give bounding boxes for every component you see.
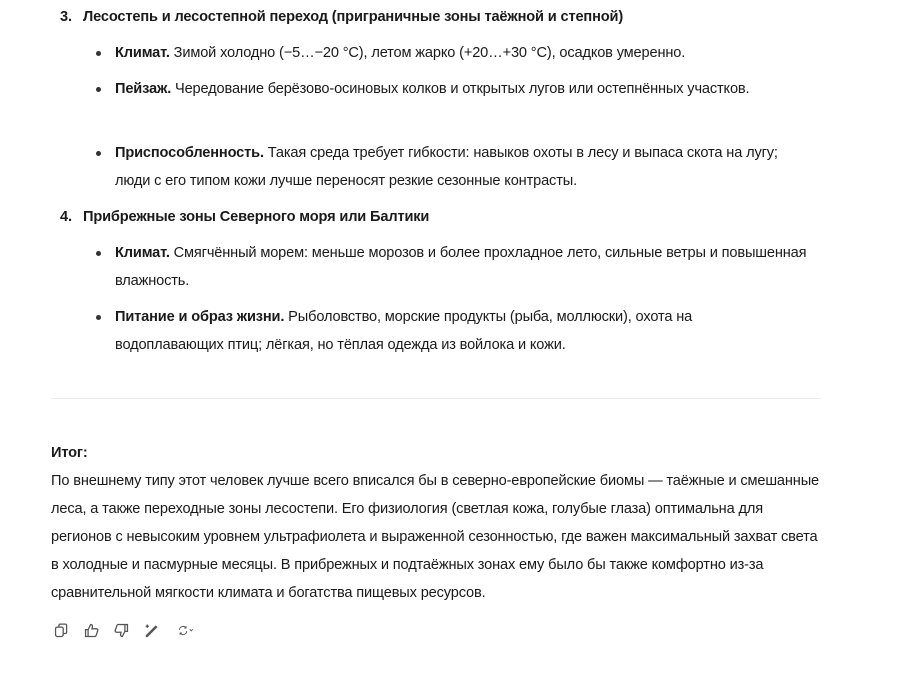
bullet-text: Пейзаж. Чередование берёзово-осиновых колков и открытых лугов или остепнённых участков.	[115, 81, 750, 97]
thumbs-up-icon[interactable]	[81, 620, 101, 640]
regenerate-icon[interactable]	[171, 620, 199, 640]
bullet-text: Климат. Смягчённый морем: меньше морозов и более прохладное лето, сильные ветры и повышенная влажность.	[115, 245, 807, 289]
bullet-icon	[96, 87, 101, 92]
bullet-text: Приспособленность. Такая среда требует гибкости: навыков охоты в лесу и выпаса скота на лугу; люди с его типом кожи лучше переносят резкие сезонные контрасты.	[115, 145, 778, 189]
thumbs-down-icon[interactable]	[111, 620, 131, 640]
bullet-text: Климат. Зимой холодно (−5…−20 °C), летом жарко (+20…+30 °C), осадков умеренно.	[115, 45, 686, 61]
divider	[51, 398, 821, 399]
item-number: 3.	[60, 9, 72, 25]
bullet-icon	[96, 51, 101, 56]
bullet-icon	[96, 151, 101, 156]
edit-sparkle-icon[interactable]	[141, 620, 161, 640]
message-actions	[51, 620, 199, 640]
bullet-icon	[96, 251, 101, 256]
bullet-icon	[96, 315, 101, 320]
item-title: Прибрежные зоны Северного моря или Балтики	[83, 209, 430, 225]
bullet-text: Питание и образ жизни. Рыболовство, морские продукты (рыба, моллюски), охота на водоплавающих птиц; лёгкая, но тёплая одежда из войлока и кожи.	[115, 309, 693, 353]
summary-heading: Итог:	[51, 445, 88, 461]
summary-text: По внешнему типу этот человек лучше всего вписался бы в северно-европейские биомы — таёжные и смешанные леса, а также переходные зоны лесостепи. Его физиология (светлая кожа, голубые глаза) оптимальна для регионов с невысоким уровнем ультрафиолета и выраженной сезонностью, где важен максимальный захват света в холодные и пасмурные месяцы. В прибрежных и подтаёжных зонах ему было бы также комфортно из-за сравнительной мягкости климата и богатства пищевых ресурсов.	[51, 473, 820, 601]
item-number: 4.	[60, 209, 72, 225]
copy-icon[interactable]	[51, 620, 71, 640]
item-title: Лесостепь и лесостепной переход (приграничные зоны таёжной и степной)	[83, 9, 624, 25]
